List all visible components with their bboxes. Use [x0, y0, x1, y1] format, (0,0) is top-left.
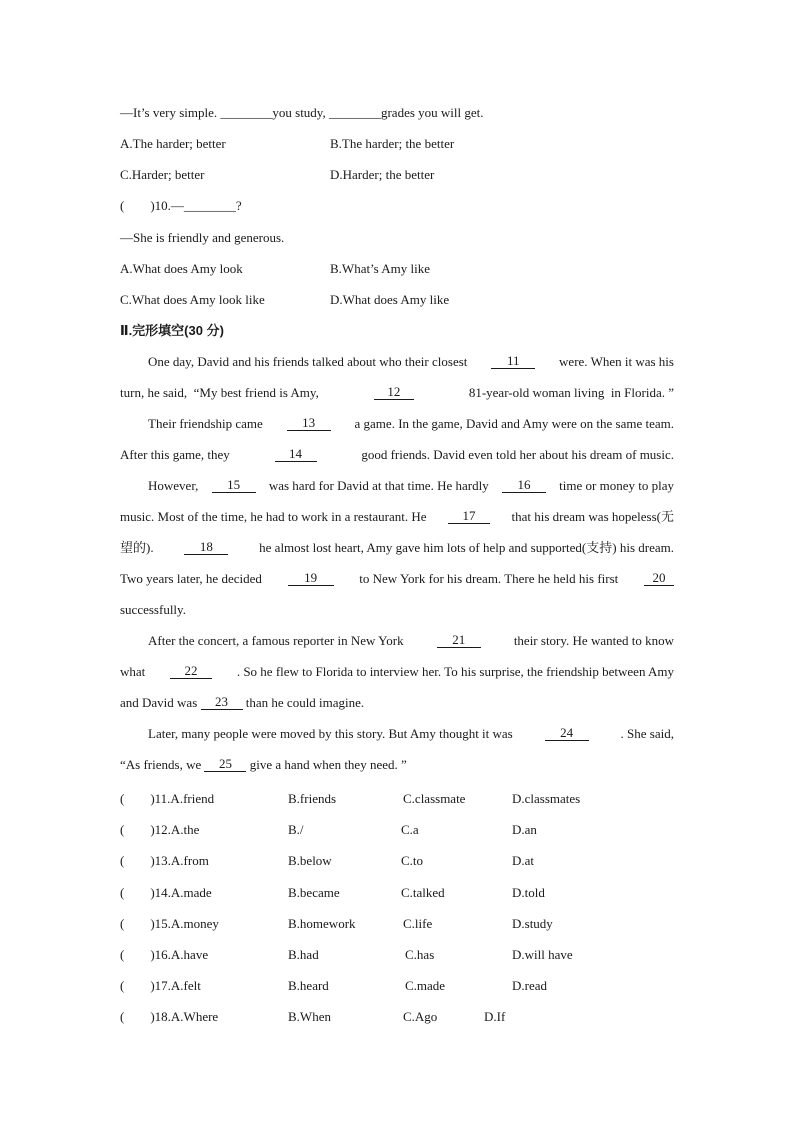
- passage-line: One day, David and his friends talked about who their closest 11 were. When it was his: [148, 353, 674, 369]
- choice-q15-b: B.homework: [288, 916, 356, 931]
- choice-q17-d: D.read: [512, 978, 548, 993]
- q10-option-d: D.What does Amy like: [330, 292, 450, 307]
- q10-answer: —She is friendly and generous.: [120, 230, 285, 245]
- choice-q11-c: C.classmate: [403, 791, 466, 806]
- choice-q17: ( )17.A.felt: [120, 978, 201, 993]
- passage-line: However, 15 was hard for David at that time. He hardly 16 time or money to play: [148, 477, 674, 493]
- blank-23: 23: [201, 695, 243, 710]
- choice-q13-b: B.below: [288, 853, 332, 868]
- q9-stem-c: grades you will get.: [380, 105, 484, 120]
- q9-blank-2: ________: [328, 105, 381, 120]
- choice-q16-b: B.had: [288, 947, 319, 962]
- choice-q11: ( )11.A.friend: [120, 791, 215, 806]
- choice-q15: ( )15.A.money: [120, 916, 219, 931]
- passage-line: 望的). 18 he almost lost heart, Amy gave him lots of help and supported(支持) his dream.: [120, 539, 674, 555]
- q10-paren: ( )10.—: [120, 198, 184, 213]
- choice-q15-c: C.life: [403, 916, 433, 931]
- blank-11: 11: [491, 354, 535, 369]
- passage-line: and David was 23 than he could imagine.: [120, 694, 365, 710]
- blank-17: 17: [448, 509, 490, 524]
- passage-line: “As friends, we 25 give a hand when they need. ”: [120, 756, 407, 772]
- choice-q13: ( )13.A.from: [120, 853, 209, 868]
- passage-line: After the concert, a famous reporter in New York 21 their story. He wanted to know: [148, 632, 674, 648]
- choice-q11-d: D.classmates: [512, 791, 581, 806]
- blank-18: 18: [184, 540, 228, 555]
- choice-q18: ( )18.A.Where: [120, 1009, 219, 1024]
- choice-q18-b: B.When: [288, 1009, 331, 1024]
- q9-stem-b: you study,: [272, 105, 329, 120]
- blank-25: 25: [204, 757, 246, 772]
- blank-12: 12: [374, 385, 414, 400]
- choice-q12-c: C.a: [401, 822, 419, 837]
- cloze-passage: [120, 346, 674, 780]
- blank-13: 13: [287, 416, 331, 431]
- passage-line: After this game, they 14 good friends. David even told her about his dream of music.: [120, 446, 674, 462]
- q9-option-b: B.The harder; the better: [330, 136, 455, 151]
- choice-q13-d: D.at: [512, 853, 535, 868]
- choice-q14-b: B.became: [288, 885, 340, 900]
- passage-line: music. Most of the time, he had to work in a restaurant. He 17 that his dream was hopeless(无: [120, 508, 674, 524]
- choice-q17-c: C.made: [405, 978, 446, 993]
- blank-16: 16: [502, 478, 546, 493]
- q10-option-b: B.What’s Amy like: [330, 261, 431, 276]
- q9-option-a: A.The harder; better: [120, 136, 226, 151]
- choice-q16: ( )16.A.have: [120, 947, 209, 962]
- blank-14: 14: [275, 447, 317, 462]
- q10-option-c: C.What does Amy look like: [120, 292, 265, 307]
- blank-24: 24: [545, 726, 589, 741]
- q10-option-a: A.What does Amy look: [120, 261, 243, 276]
- passage-line: what 22 . So he flew to Florida to interview her. To his surprise, the friendship between Amy: [120, 663, 674, 679]
- choice-q18-d: D.If: [484, 1009, 506, 1024]
- choice-q17-b: B.heard: [288, 978, 329, 993]
- choice-q16-c: C.has: [405, 947, 435, 962]
- choice-q14: ( )14.A.made: [120, 885, 212, 900]
- q9-blank-1: ________: [220, 105, 273, 120]
- choice-q14-d: D.told: [512, 885, 545, 900]
- section-heading: Ⅱ.完形填空(30 分): [120, 323, 224, 338]
- blank-22: 22: [170, 664, 212, 679]
- choice-q12-d: D.an: [512, 822, 537, 837]
- blank-20: 20: [644, 571, 674, 586]
- choice-q14-c: C.talked: [401, 885, 445, 900]
- q9-stem: [120, 105, 484, 121]
- choice-q18-c: C.Ago: [403, 1009, 438, 1024]
- q10-qmark: ?: [235, 198, 242, 213]
- blank-19: 19: [288, 571, 334, 586]
- choice-q13-c: C.to: [401, 853, 424, 868]
- q10-stem: [120, 198, 242, 214]
- blank-15: 15: [212, 478, 256, 493]
- passage-line: Two years later, he decided 19 to New York for his dream. There he held his first 20: [120, 563, 674, 594]
- passage-line: Later, many people were moved by this story. But Amy thought it was 24 . She said,: [148, 725, 674, 741]
- blank-21: 21: [437, 633, 481, 648]
- choice-q16-d: D.will have: [512, 947, 573, 962]
- q9-option-c: C.Harder; better: [120, 167, 205, 182]
- choice-q15-d: D.study: [512, 916, 553, 931]
- passage-line: successfully.: [120, 602, 186, 617]
- q9-stem-a: —It’s very simple.: [120, 105, 221, 120]
- passage-line: Their friendship came 13 a game. In the game, David and Amy were on the same team.: [148, 415, 674, 431]
- choice-q11-b: B.friends: [288, 791, 337, 806]
- q10-blank: ________: [183, 198, 236, 213]
- passage-line: turn, he said, “My best friend is Amy, 12 81-year-old woman living in Florida. ”: [120, 384, 674, 400]
- q9-option-d: D.Harder; the better: [330, 167, 435, 182]
- choice-q12: ( )12.A.the: [120, 822, 200, 837]
- choice-q12-b: B./: [288, 822, 304, 837]
